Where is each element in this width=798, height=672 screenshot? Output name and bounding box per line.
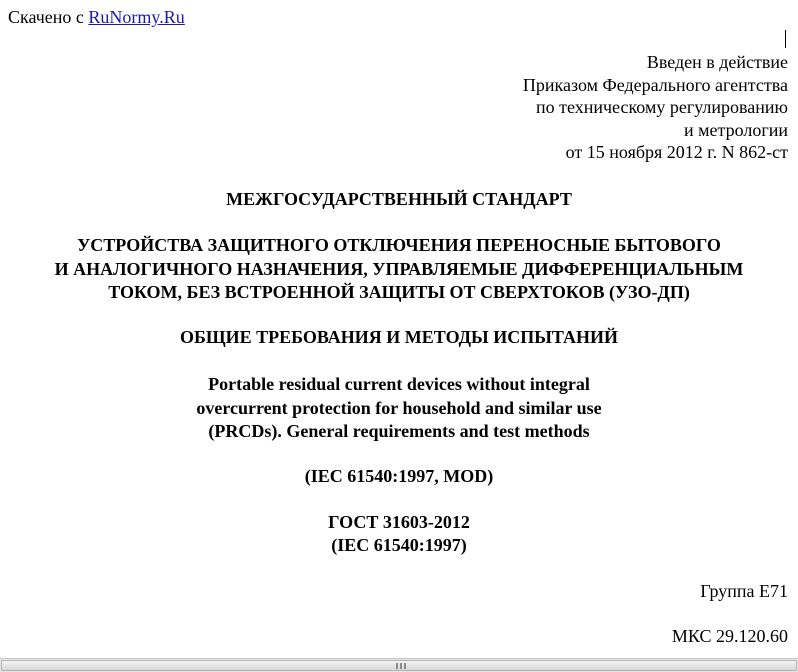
enactment-line: от 15 ноября 2012 г. N 862-ст (565, 142, 788, 162)
standard-type-heading (0, 188, 798, 211)
english-title-line: overcurrent protection for household and similar use (196, 397, 602, 418)
enactment-line: и метрологии (684, 119, 788, 140)
source-link[interactable]: RuNormy.Ru (88, 7, 185, 27)
english-title (0, 373, 798, 444)
enactment-line: Введен в действие (646, 52, 788, 72)
document-subtitle (0, 326, 798, 349)
title-line: ТОКОМ, БЕЗ ВСТРОЕННОЙ ЗАЩИТЫ ОТ СВЕРХТОКОВ (УЗО-ДП) (108, 282, 690, 302)
title-line: УСТРОЙСТВА ЗАЩИТНОГО ОТКЛЮЧЕНИЯ ПЕРЕНОСНЫЕ БЫТОВОГО (77, 235, 721, 255)
enactment-line: Приказом Федерального агентства (522, 74, 788, 95)
enactment-line: по техническому регулированию (535, 97, 788, 117)
english-title-line: Portable residual current devices without integral (208, 374, 590, 394)
gost-line: (IEC 61540:1997) (331, 535, 467, 555)
gost-line: ГОСТ 31603-2012 (328, 512, 470, 532)
iec-reference (0, 465, 798, 488)
document-title (0, 234, 798, 305)
enactment-block (523, 51, 788, 164)
text-cursor (785, 30, 786, 48)
scrollbar-thumb[interactable] (1, 660, 797, 671)
standard-type-text: МЕЖГОСУДАРСТВЕННЫЙ СТАНДАРТ (226, 189, 572, 209)
english-title-line: (PRCDs). General requirements and test methods (208, 421, 590, 441)
title-line: И АНАЛОГИЧНОГО НАЗНАЧЕНИЯ, УПРАВЛЯЕМЫЕ ДИФФЕРЕНЦИАЛЬНЫМ (54, 258, 744, 279)
mks-code: МКС 29.120.60 (671, 626, 788, 646)
subtitle-text: ОБЩИЕ ТРЕБОВАНИЯ И МЕТОДЫ ИСПЫТАНИЙ (179, 327, 619, 347)
gost-designation (0, 511, 798, 557)
group-code: Группа Е71 (700, 581, 788, 601)
grip-icon (396, 663, 406, 669)
horizontal-scrollbar[interactable] (0, 658, 798, 672)
iec-reference-text: (IEC 61540:1997, MOD) (304, 466, 494, 486)
source-line (8, 6, 185, 28)
source-prefix: Скачено с (8, 7, 89, 27)
